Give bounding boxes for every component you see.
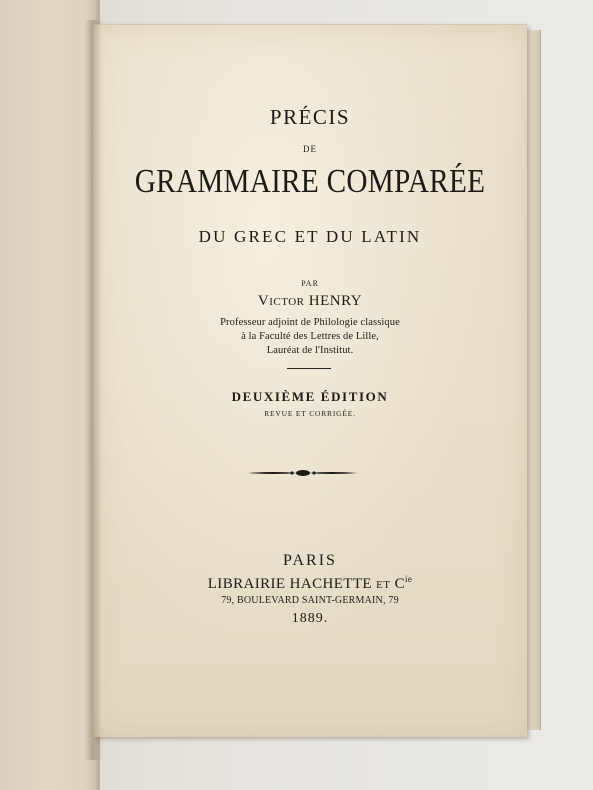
divider-rule [287,368,331,369]
publisher-et: ET [376,579,391,591]
affiliation-line: Professeur adjoint de Philologie classique [220,317,400,328]
affiliation-line: Lauréat de l'Institut. [266,345,354,356]
title-page [93,24,527,737]
author-name [93,293,527,310]
author-first-name: Victor [257,293,305,309]
subtitle: DU GREC ET DU LATIN [198,227,422,246]
publisher-sup: ie [404,574,413,584]
edition-label: DEUXIÈME ÉDITION [231,389,389,404]
publisher-address: 79, BOULEVARD SAINT-GERMAIN, 79 [221,595,399,606]
ornament-icon [248,467,358,479]
edition-note: REVUE ET CORRIGÉE. [264,409,356,418]
left-page [0,0,96,790]
publication-year: 1889. [291,611,329,626]
publisher-label: LIBRAIRIE HACHETTE [207,576,372,592]
publication-city: PARIS [283,552,337,569]
book-gutter [84,20,102,760]
title-precis: PRÉCIS [269,105,351,129]
by-label: PAR [301,279,319,288]
publisher-name [93,574,527,593]
main-title: GRAMMAIRE COMPARÉE [134,163,486,200]
publisher-c: C [394,576,405,592]
affiliation-line: à la Faculté des Lettres de Lille, [241,331,379,342]
author-last-name: HENRY [308,293,363,309]
title-de: DE [303,144,317,154]
